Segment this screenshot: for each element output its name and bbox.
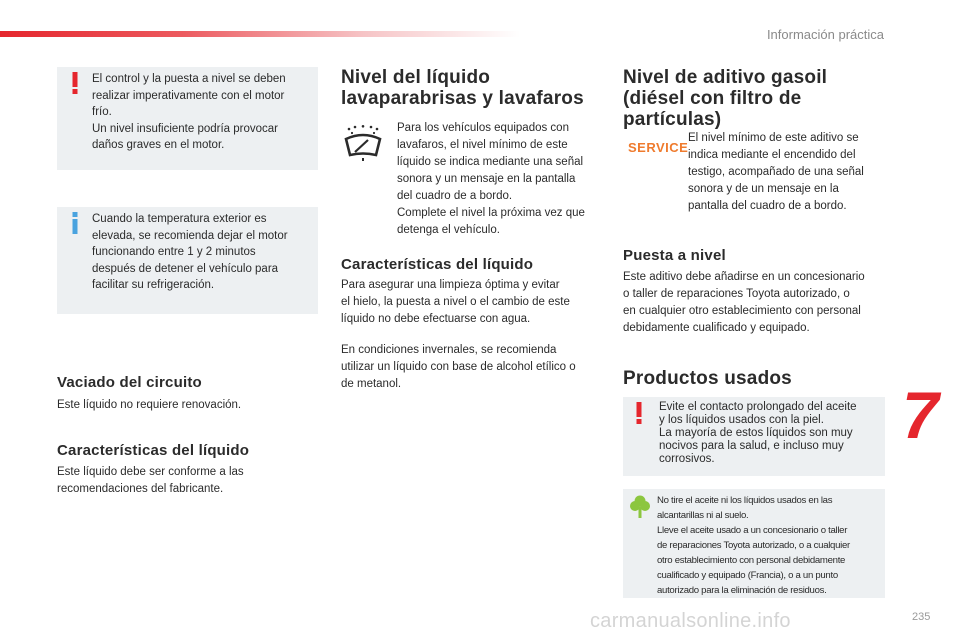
fluid-text-middle-1: Para asegurar una limpieza óptima y evitar el hielo, la puesta a nivel o el cambio de este líquido no debe efectuarse con agua.	[341, 279, 570, 325]
windscreen-washer-icon	[343, 125, 383, 161]
products-warning-text: Evite el contacto prolongado del aceite y los líquidos usados con la piel. La mayoría de estos líquidos son muy nocivos para la salud, e incluso muy corrosivos.	[659, 401, 857, 465]
exclamation-icon	[634, 402, 644, 424]
page-number: 235	[912, 611, 931, 623]
level-heading: Puesta a nivel	[623, 247, 726, 264]
service-warning-icon: SERVICE	[628, 140, 689, 155]
info-icon	[70, 212, 80, 234]
header-accent-bar	[0, 31, 520, 37]
exclamation-icon	[70, 72, 80, 94]
fluid-text-middle-2: En condiciones invernales, se recomienda utilizar un líquido con base de alcohol etílico o de metanol.	[341, 344, 576, 390]
tree-icon	[630, 495, 650, 519]
warning-text: El control y la puesta a nivel se deben realizar imperativamente con el motor frío. Un nivel insuficiente podría provocar daños graves en el motor.	[92, 73, 286, 151]
additive-text: El nivel mínimo de este aditivo se indica mediante el encendido del testigo, acompañado de una señal sonora y de un mensaje en la pantalla del cuadro de a bordo.	[688, 132, 864, 212]
chapter-number: 7	[902, 378, 939, 452]
watermark: carmanualsonline.info	[590, 610, 791, 632]
section-title: Información práctica	[766, 27, 884, 42]
level-text: Este aditivo debe añadirse en un concesionario o taller de reparaciones Toyota autorizado, o en cualquier otro establecimiento con personal debidamente cualificado y equipado.	[623, 271, 865, 334]
used-products-heading: Productos usados	[623, 368, 792, 389]
fluid-heading-middle: Características del líquido	[341, 256, 534, 273]
fluid-heading-left: Características del líquido	[57, 442, 250, 459]
washer-fluid-heading: Nivel del líquido lavaparabrisas y lavafaros	[341, 67, 584, 109]
fluid-text-left: Este líquido debe ser conforme a las recomendaciones del fabricante.	[57, 466, 244, 495]
washer-intro-text: Para los vehículos equipados con lavafaros, el nivel mínimo de este líquido se indica mediante una señal sonora y un mensaje en la pantalla del cuadro de a bordo. Complete el nivel la próxima vez que detenga el vehículo.	[397, 122, 585, 236]
eco-text: No tire el aceite ni los líquidos usados en las alcantarillas ni al suelo. Lleve el aceite usado a un concesionario o taller de reparaciones Toyota autorizado, o a cualquier otro establecimiento con personal debidamente cualificado y equipado (Francia), o a un punto autorizado para la eliminación de residuos.	[657, 495, 850, 596]
drain-text: Este líquido no requiere renovación.	[57, 399, 242, 411]
diesel-additive-heading: Nivel de aditivo gasoil (diésel con filtro de partículas)	[623, 67, 828, 130]
info-text: Cuando la temperatura exterior es elevada, se recomienda dejar el motor funcionando entre 1 y 2 minutos después de detener el vehículo para facilitar su refrigeración.	[92, 213, 288, 291]
drain-heading: Vaciado del circuito	[57, 374, 202, 391]
